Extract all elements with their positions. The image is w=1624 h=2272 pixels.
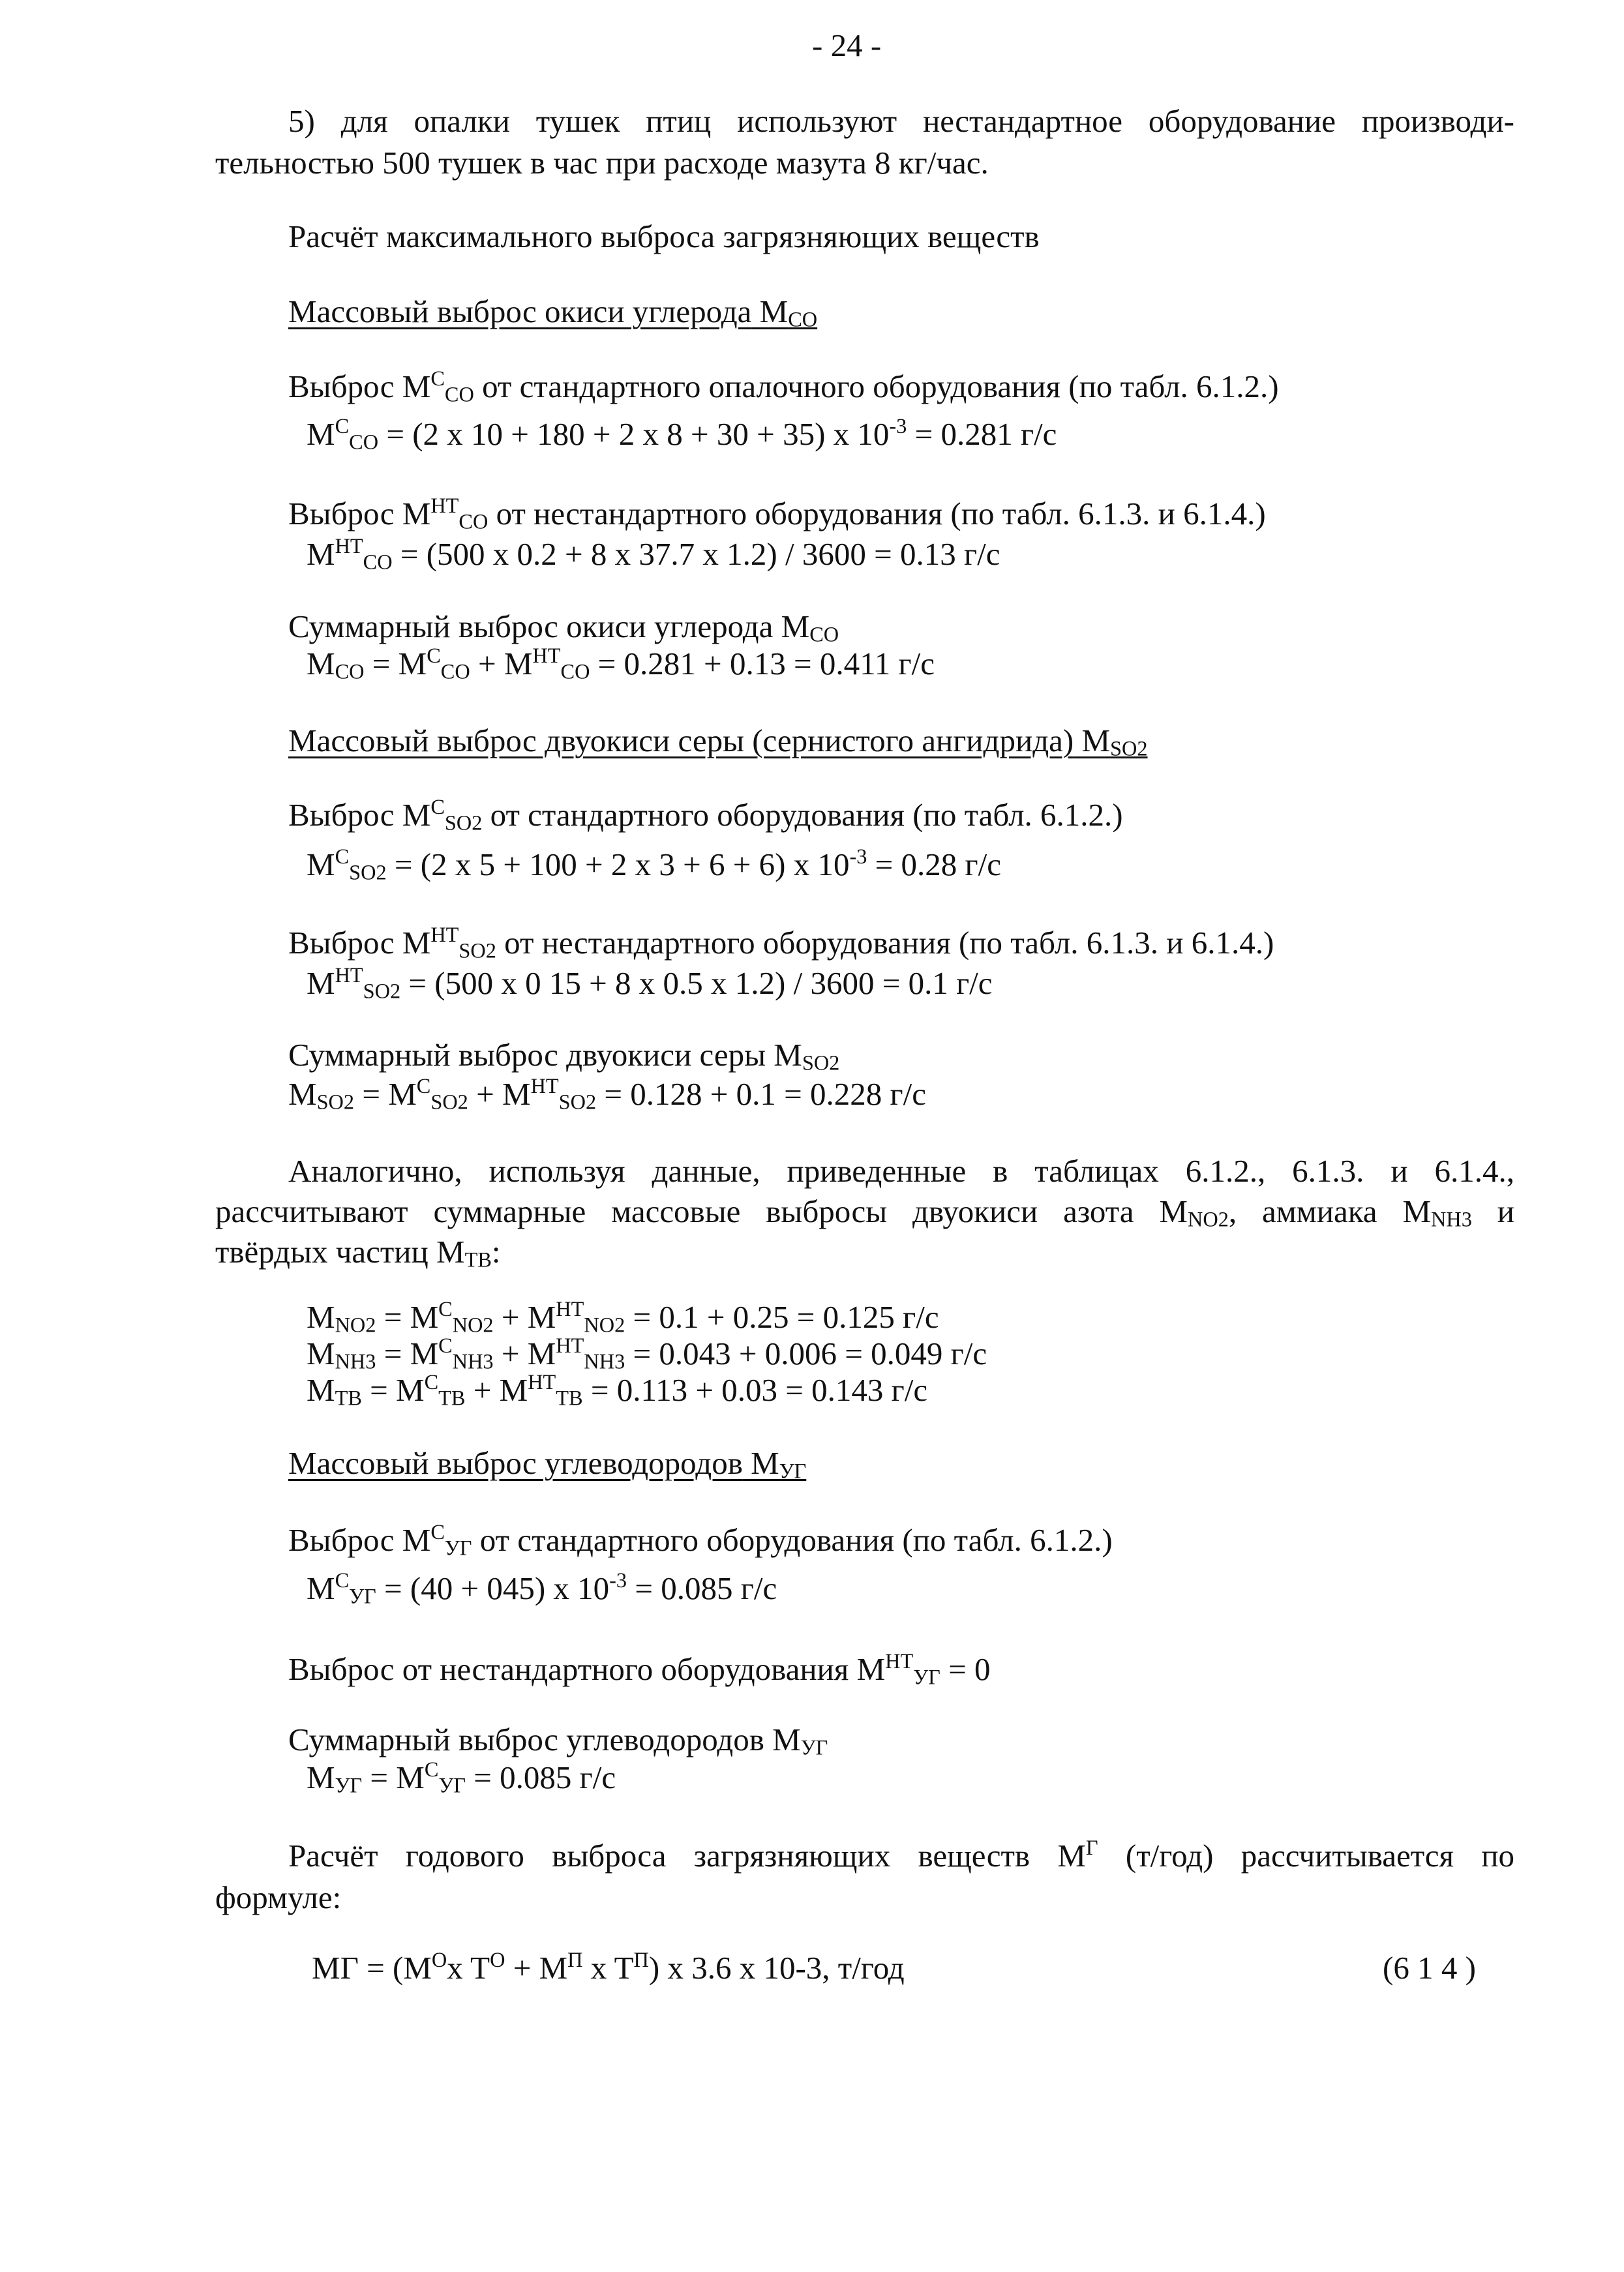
so2-standard-label: Выброс $M^C_{SO2}$ от стандартного оборудования (по табл. 6.1.2.) [288, 795, 1123, 835]
intro-line-1: 5) для опалки тушек птиц используют нестандартное оборудование производи- [288, 103, 1514, 139]
co-total-formula: $M_{CO} = M^C_{CO} + M^{HT}_{CO} = 0.281 + 0.13 = 0.411$ г/с [307, 644, 935, 683]
no2-formula: $M_{NO2} = M^C_{NO2} + M^{HT}_{NO2} = 0.1 + 0.25 = 0.125$ г/с [307, 1297, 939, 1337]
hc-total-label: Суммарный выброс углеводородов $M_{УГ}$ [288, 1722, 828, 1759]
so2-heading: Массовый выброс двуокиси серы (сернистого ангидрида) $M_{SO2}$ [288, 723, 1148, 760]
co-total-label: Суммарный выброс окиси углерода $M_{CO}$ [288, 608, 839, 646]
so2-nonstandard-formula: $M^{HT}_{SO2} = (500$ x 0 15 + 8 x 0.5 x 1.2) / 3600 = 0.1 г/с [307, 963, 993, 1003]
hc-total-formula: $M_{УГ} = M^C_{УГ} = 0.085$ г/с [307, 1757, 616, 1797]
nh3-formula: $M_{NH3} = M^C_{NH3} + M^{HT}_{NH3} = 0.043 + 0.006 = 0.049$ г/с [307, 1334, 987, 1373]
tb-formula: $M_{TB} = M^C_{TB} + M^{HT}_{TB} = 0.113 + 0.03 = 0.143$ г/с [307, 1370, 928, 1410]
analog-line-3: твёрдых частиц $M_{TB}$: [215, 1234, 501, 1272]
hc-standard-formula: $M^C_{УГ} = (40 + 045)$ x $10^{-3} = 0.085$ г/с [307, 1568, 777, 1608]
hc-heading: Массовый выброс углеводородов $M_{УГ}$ [288, 1445, 807, 1483]
so2-total-formula: $M_{SO2} = M^C_{SO2} + M^{HT}_{SO2} = 0.128 + 0.1 = 0.228$ г/с [288, 1074, 927, 1114]
co-nonstandard-label: Выброс $M^{HT}_{CO}$ от нестандартного оборудования (по табл. 6.1.3. и 6.1.4.) [288, 494, 1266, 533]
co-heading: Массовый выброс окиси углерода $M_{CO}$ [288, 293, 818, 331]
annual-formula: MГ = ($M^Ox$ $T^O + M^П$ x $T^П$) x 3.6 x 10-3, т/год [312, 1948, 905, 1986]
co-standard-formula: $M^C_{CO} = (2$ x 10 + 180 + 2 x 8 + 30 + 35) x $10^{-3} = 0.281$ г/с [307, 414, 1057, 454]
co-nonstandard-formula: $M^{HT}_{CO} = (500$ x 0.2 + 8 x 37.7 x 1.2) / 3600 = 0.13 г/с [307, 534, 1000, 574]
intro-line-2: тельностью 500 тушек в час при расходе мазута 8 кг/час. [215, 145, 989, 181]
hc-nonstandard: Выброс от нестандартного оборудования $M^{HT}_{УГ} = 0$ [288, 1649, 991, 1689]
annual-line-2: формуле: [215, 1879, 342, 1915]
hc-standard-label: Выброс $M^C_{УГ}$ от стандартного оборудования (по табл. 6.1.2.) [288, 1520, 1113, 1560]
so2-total-label: Суммарный выброс двуокиси серы $M_{SO2}$ [288, 1037, 840, 1075]
analog-line-1: Аналогично, используя данные, приведенные в таблицах 6.1.2., 6.1.3. и 6.1.4., [288, 1153, 1514, 1189]
co-standard-label: Выброс $M^C_{CO}$ от стандартного опалочного оборудования (по табл. 6.1.2.) [288, 366, 1279, 406]
equation-number: (6 1 4 ) [1383, 1950, 1476, 1986]
analog-line-2: рассчитывают суммарные массовые выбросы двуокиси азота $M_{NO2}$, аммиака $M_{NH3}$ и [215, 1193, 1514, 1231]
so2-nonstandard-label: Выброс $M^{HT}_{SO2}$ от нестандартного оборудования (по табл. 6.1.3. и 6.1.4.) [288, 923, 1274, 963]
page-number: - 24 - [812, 27, 882, 63]
annual-line-1: Расчёт годового выброса загрязняющих веществ $M^Г$ (т/год) рассчитывается по [288, 1836, 1514, 1874]
so2-standard-formula: $M^C_{SO2} = (2$ x 5 + 100 + 2 x 3 + 6 + 6) x $10^{-3} = 0.28$ г/с [307, 845, 1002, 884]
section-title: Расчёт максимального выброса загрязняющих веществ [288, 218, 1040, 254]
